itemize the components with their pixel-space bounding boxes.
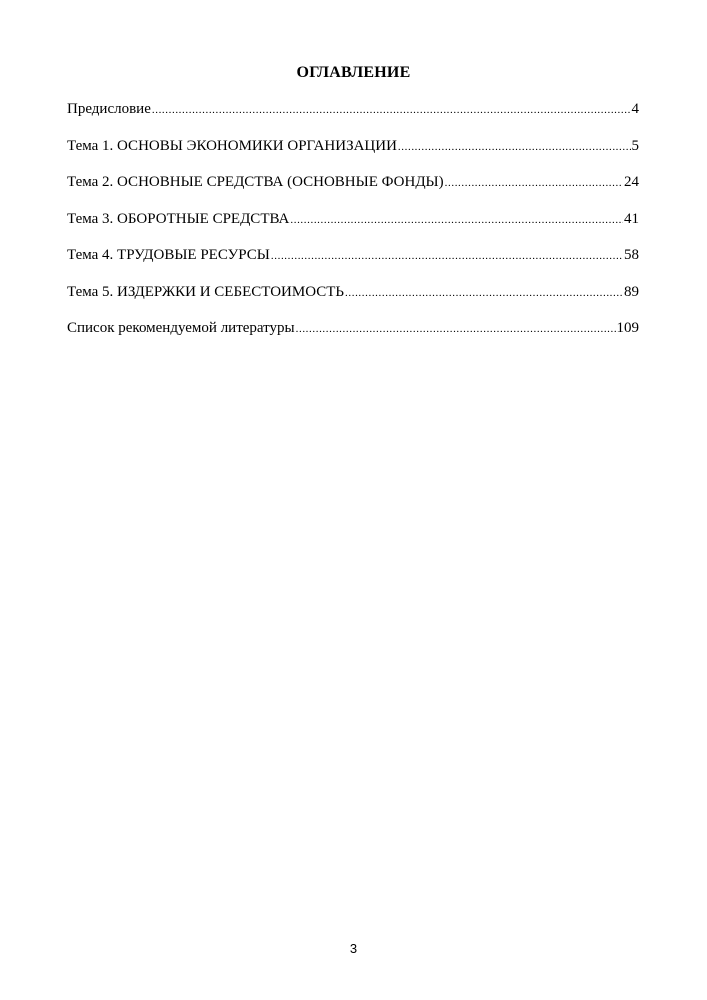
dot-leader [296, 320, 616, 338]
table-of-contents [67, 100, 639, 356]
toc-entry-label: Тема 1. ОСНОВЫ ЭКОНОМИКИ ОРГАНИЗАЦИИ [67, 137, 397, 154]
toc-entry-topic-5[interactable] [67, 283, 639, 301]
toc-entry-label: Тема 4. ТРУДОВЫЕ РЕСУРСЫ [67, 247, 270, 263]
dot-leader [398, 138, 631, 156]
toc-entry-topic-1[interactable] [67, 137, 639, 155]
toc-entry-topic-2[interactable] [67, 173, 639, 191]
toc-entry-page: 109 [616, 320, 639, 336]
toc-entry-page: 89 [624, 283, 639, 300]
toc-entry-page: 58 [624, 247, 639, 263]
toc-entry-page: 5 [631, 137, 639, 154]
toc-entry-label: Список рекомендуемой литературы [67, 320, 295, 336]
toc-entry-label: Тема 2. ОСНОВНЫЕ СРЕДСТВА (ОСНОВНЫЕ ФОНДЫ) [67, 174, 444, 190]
toc-entry-label: Тема 5. ИЗДЕРЖКИ И СЕБЕСТОИМОСТЬ [67, 283, 345, 300]
toc-entry-page: 41 [624, 210, 639, 227]
dot-leader [445, 174, 623, 192]
toc-entry-topic-3[interactable] [67, 210, 639, 228]
toc-entry-topic-4[interactable] [67, 246, 639, 264]
toc-entry-label: Предисловие [67, 101, 151, 117]
toc-entry-page: 24 [624, 174, 639, 190]
dot-leader [152, 101, 631, 119]
page-number: 3 [349, 941, 358, 956]
toc-entry-preface[interactable] [67, 100, 639, 118]
toc-entry-page: 4 [631, 101, 639, 117]
toc-entry-label: Тема 3. ОБОРОТНЫЕ СРЕДСТВА [67, 210, 290, 227]
dot-leader [345, 284, 623, 302]
toc-entry-bibliography[interactable] [67, 319, 639, 337]
toc-title: ОГЛАВЛЕНИЕ [296, 64, 411, 81]
dot-leader [290, 211, 623, 229]
dot-leader [271, 247, 623, 265]
